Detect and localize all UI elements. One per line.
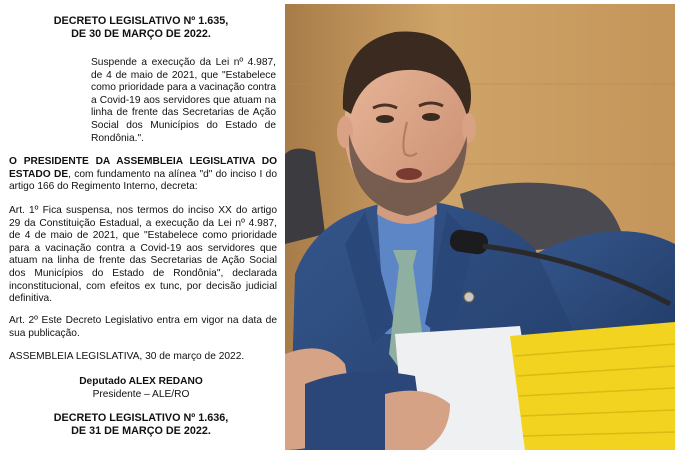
- preamble-text: , com fundamento na alínea "d" do inciso I do artigo 166 do Regimento Interno, decreta:: [9, 168, 277, 193]
- article-2: Art. 2º Este Decreto Legislativo entra em vigor na data de sua publicação.: [9, 315, 277, 339]
- signer-role: Presidente – ALE/RO: [92, 388, 190, 400]
- decree-1636-number: DECRETO LEGISLATIVO Nº 1.636,: [53, 412, 229, 424]
- decree-summary: Suspende a execução da Lei nº 4.987, de 4 de maio de 2021, que "Estabelece como prioridade para a vacinação contra a Covid-19 aos servidores que atuam na linha de frente das Secretarias de Ação Social dos Municípios do Estado de Rondônia.".: [91, 57, 276, 144]
- photo-illustration: [285, 4, 675, 450]
- article-1: Art. 1º Fica suspensa, nos termos do inciso XX do artigo 29 da Constituição Estadual, a execução da Lei nº 4.987, de 4 de maio de 2021, que "Estabelece como prioridade para a vacinação contra a Covid-19 aos servidores que atuam na linha de frente das Secretarias de Ação Social dos Municípios do Estado de Rondônia", declarada inconstitucional, com efeitos ex tunc, por decisão judicial definitiva.: [9, 205, 277, 305]
- decree-preamble: [9, 156, 277, 194]
- decree-1636-date: DE 31 DE MARÇO DE 2022.: [71, 425, 211, 437]
- decree-document: [3, 4, 279, 450]
- place-date: ASSEMBLEIA LEGISLATIVA, 30 de março de 2022.: [9, 351, 245, 362]
- preamble-bold: O PRESIDENTE DA ASSEMBLEIA LEGISLATIVA DO ESTADO DE: [9, 156, 277, 180]
- yellow-papers: [510, 322, 675, 450]
- legislator-photo: [285, 4, 675, 450]
- decree-1635-title: [3, 15, 279, 41]
- lapel-pin: [464, 292, 474, 302]
- decree-1635-number: DECRETO LEGISLATIVO Nº 1.635,: [53, 15, 229, 27]
- decree-1635-date: DE 30 DE MARÇO DE 2022.: [71, 28, 211, 40]
- signature-block: [3, 376, 279, 401]
- decree-1636-title: [3, 412, 279, 438]
- signer-name: Deputado ALEX REDANO: [79, 376, 203, 387]
